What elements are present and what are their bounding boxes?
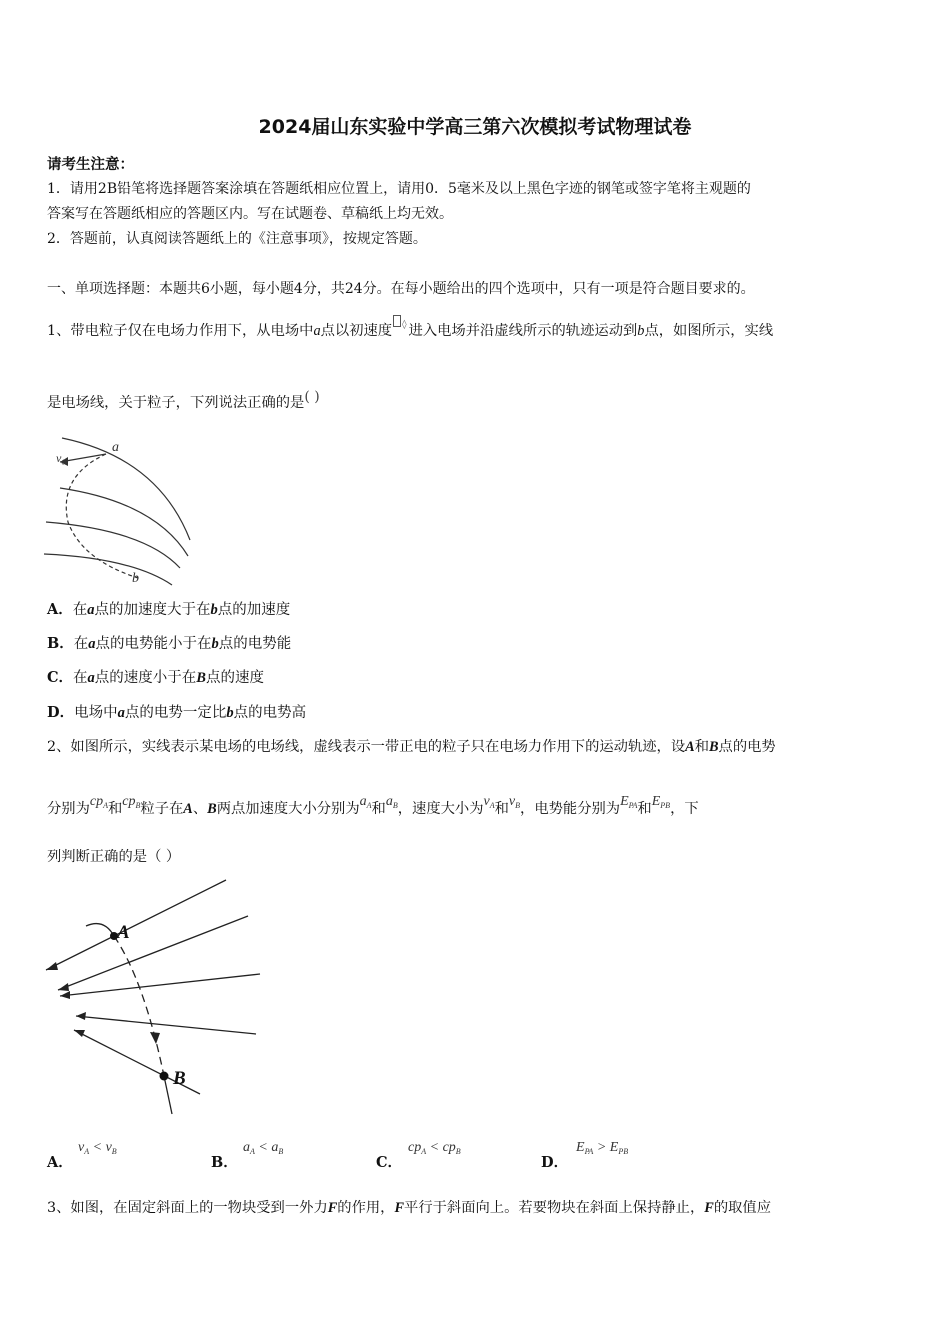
option-text: 点的速度 — [205, 670, 264, 686]
fig-label-A: A — [117, 922, 130, 943]
expr-a: a — [271, 1140, 279, 1155]
q1-text-part: 是电场线，关于粒子，下列说法正确的是 — [47, 395, 305, 411]
q3-var-F: F — [394, 1200, 405, 1216]
q2-var-B: B — [207, 801, 217, 817]
q2-text-part: 粒子在 — [140, 801, 184, 817]
energy-PB — [652, 794, 670, 809]
trajectory-tail — [164, 1076, 172, 1114]
option-var: a — [117, 705, 125, 721]
option-label: C． — [47, 669, 74, 686]
field-line-4 — [76, 1016, 256, 1034]
sub-PB: PB — [660, 801, 671, 810]
expr-cp: cp — [442, 1140, 456, 1155]
q2-text-part: ，下 — [670, 801, 699, 817]
q2-field-figure — [40, 872, 270, 1122]
option-text: 在 — [73, 670, 88, 686]
q1-text-part: 1、带电粒子仅在电场力作用下，从电场中 — [47, 323, 314, 339]
phi-B — [122, 794, 140, 809]
q2-text-part: 分别为 — [47, 801, 90, 817]
option-label: D． — [47, 704, 75, 721]
fig-label-a: a — [112, 440, 119, 455]
option-label: D． — [541, 1154, 569, 1171]
a-symbol: a — [359, 794, 367, 809]
option-label: C． — [376, 1154, 403, 1171]
option-label: B． — [211, 1154, 238, 1171]
sub-B: B — [392, 801, 398, 810]
field-line-4 — [44, 554, 172, 585]
q2-text-part: 和 — [637, 801, 652, 817]
q2-text-part: 点的电势 — [718, 739, 776, 755]
q3-line-1 — [47, 1197, 771, 1217]
option-text: 点的电势能小于在 — [95, 636, 212, 652]
expr-E: E — [609, 1140, 619, 1155]
q2-text-part: 和 — [371, 801, 386, 817]
cp-symbol: cp — [89, 794, 104, 809]
q1-text-part: 点，如图所示，实线 — [644, 323, 774, 339]
sub-A: A — [489, 801, 495, 810]
q1-line-1 — [47, 315, 773, 340]
vel-B — [509, 794, 520, 809]
option-text: 电场中 — [74, 705, 118, 721]
option-text: 点的电势能 — [218, 636, 292, 652]
option-label: B． — [47, 635, 74, 652]
q3-text-part: 的取值应 — [713, 1200, 771, 1216]
sub-A: A — [366, 801, 372, 810]
q1-field-figure — [40, 430, 200, 590]
section-heading: 一、单项选择题：本题共6小题，每小题4分，共24分。在每小题给出的四个选项中，只有一项是符合题目要求的。 — [47, 281, 755, 297]
q2-line-3: 列判断正确的是（ ） — [47, 849, 181, 865]
option-var: b — [226, 705, 234, 721]
q3-var-F: F — [327, 1200, 338, 1216]
q2-option-a[interactable] — [47, 1151, 73, 1172]
option-var: b — [210, 602, 218, 618]
q2-option-d-expr: $E_{PA} > E_{PB}$ — [576, 1140, 629, 1156]
option-var: B — [196, 670, 206, 686]
q2-option-c-expr: $cp_A < cp_B$ — [408, 1140, 461, 1156]
sub-B: B — [135, 801, 141, 810]
a-symbol: a — [385, 794, 393, 809]
field-line-3 — [46, 522, 180, 568]
expr-sub: B — [111, 1147, 117, 1156]
sub-A: A — [103, 801, 108, 810]
q2-text-part: 、 — [192, 801, 208, 817]
q2-text-part: 和 — [694, 739, 709, 755]
phi-A — [90, 794, 108, 809]
trajectory-arrowhead-icon — [150, 1032, 160, 1044]
q3-text-part: 3、如图，在固定斜面上的一物块受到一外力 — [47, 1200, 328, 1216]
q2-line-1 — [47, 736, 776, 756]
expr-v: v — [78, 1140, 85, 1155]
expr-cp: cp — [408, 1140, 422, 1155]
field-arrowhead-icon — [46, 962, 58, 970]
option-text: 在 — [73, 636, 89, 652]
v-symbol: v — [508, 794, 516, 809]
option-text: 点的电势一定比 — [124, 705, 227, 721]
q1-text-part: 点以初速度 — [320, 323, 393, 339]
q3-text-part: 的作用， — [337, 1200, 395, 1216]
field-arrowhead-icon — [60, 991, 70, 999]
q1-line-2 — [47, 389, 320, 412]
missing-glyph-icon — [393, 315, 401, 327]
sub-PA: PA — [628, 801, 638, 810]
q3-var-F: F — [704, 1200, 714, 1216]
vel-A — [484, 794, 495, 809]
field-line-1 — [62, 438, 190, 540]
option-label: A． — [47, 1154, 73, 1171]
q2-option-b[interactable] — [211, 1151, 238, 1172]
q1-option-c[interactable] — [47, 666, 264, 687]
q2-text-part: 和 — [108, 801, 123, 817]
expr-sub: A — [84, 1147, 90, 1156]
fig-label-b: b — [132, 571, 139, 586]
q2-text-part: ，速度大小为 — [397, 801, 484, 817]
expr-sub: B — [278, 1147, 284, 1156]
q1-option-b[interactable] — [47, 632, 291, 653]
expr-sub: PA — [584, 1147, 594, 1156]
option-text: 点的速度小于在 — [94, 670, 197, 686]
cp-symbol: cp — [122, 794, 136, 809]
q2-var-B: B — [709, 739, 719, 755]
E-symbol: E — [620, 794, 629, 809]
trajectory-arc — [86, 924, 114, 936]
v-symbol: v — [483, 794, 490, 809]
expr-sub: A — [421, 1147, 427, 1156]
q1-text-part: 进入电场并沿虚线所示的轨迹运动到 — [408, 323, 638, 339]
q2-var-A: A — [685, 739, 695, 755]
q2-option-b-expr: $a_A < a_B$ — [243, 1140, 284, 1156]
q3-text-part: 平行于斜面向上。若要物块在斜面上保持静止， — [404, 1200, 705, 1216]
q2-line-2 — [47, 794, 699, 818]
expr-sub: B — [455, 1147, 461, 1156]
field-line-2 — [60, 488, 188, 556]
field-arrowhead-icon — [74, 1030, 85, 1037]
notes-heading: 请考生注意： — [47, 156, 134, 173]
field-arrowhead-icon — [58, 983, 69, 991]
energy-PA — [620, 794, 637, 809]
option-var: b — [211, 636, 219, 652]
expr-sub: PB — [618, 1147, 629, 1156]
q2-text-part: 两点加速度大小分别为 — [216, 801, 360, 817]
point-B — [160, 1072, 169, 1081]
q2-option-c[interactable] — [376, 1151, 402, 1172]
fig-label-v0: v₀ — [56, 451, 66, 465]
q1-option-a[interactable] — [47, 598, 290, 619]
notes-item-1-line-1: 1．请用2B铅笔将选择题答案涂填在答题纸相应位置上，请用0．5毫米及以上黑色字迹的钢笔或签字笔将主观题的 — [47, 181, 751, 197]
q2-option-a-expr: $v_A < v_B$ — [78, 1140, 117, 1156]
expr-sub: A — [250, 1147, 255, 1156]
v0-symbol-icon: ◊ — [402, 320, 407, 330]
q2-var-A: A — [183, 801, 193, 817]
expr-a: a — [243, 1140, 250, 1155]
field-arrowhead-icon — [76, 1012, 86, 1020]
accel-A — [360, 794, 372, 809]
option-var: a — [87, 670, 95, 686]
trajectory-dashed — [114, 936, 164, 1076]
trajectory-dashed — [66, 454, 138, 578]
expr-v: v — [105, 1140, 112, 1155]
option-text: 点的电势高 — [233, 705, 307, 721]
option-text: 点的加速度大于在 — [94, 602, 211, 618]
accel-B — [386, 794, 398, 809]
option-text: 在 — [72, 602, 88, 618]
q1-var-a: a — [313, 323, 321, 339]
q1-option-d[interactable] — [47, 701, 306, 722]
option-var: a — [88, 636, 96, 652]
expr-E: E — [576, 1140, 585, 1155]
fig-label-B: B — [173, 1068, 186, 1089]
E-symbol: E — [651, 794, 661, 809]
option-var: a — [87, 602, 95, 618]
q2-text-part: ，电势能分别为 — [520, 801, 621, 817]
q2-text-part: 2、如图所示，实线表示某电场的电场线，虚线表示一带正电的粒子只在电场力作用下的运动轨迹，设 — [47, 739, 686, 755]
notes-item-1-line-2: 答案写在答题纸相应的答题区内。写在试题卷、草稿纸上均无效。 — [47, 206, 453, 222]
q1-var-b: b — [637, 323, 645, 339]
option-label: A． — [47, 601, 73, 618]
option-text: 点的加速度 — [217, 602, 291, 618]
notes-item-2: 2．答题前，认真阅读答题纸上的《注意事项》，按规定答题。 — [47, 231, 427, 247]
q2-text-part: 和 — [494, 801, 509, 817]
q1-answer-paren: ( ) — [304, 389, 320, 405]
sub-B: B — [515, 801, 521, 810]
page-title: 2024届山东实验中学高三第六次模拟考试物理试卷 — [258, 116, 692, 138]
field-line-1 — [46, 880, 226, 970]
q2-option-d[interactable] — [541, 1151, 568, 1172]
